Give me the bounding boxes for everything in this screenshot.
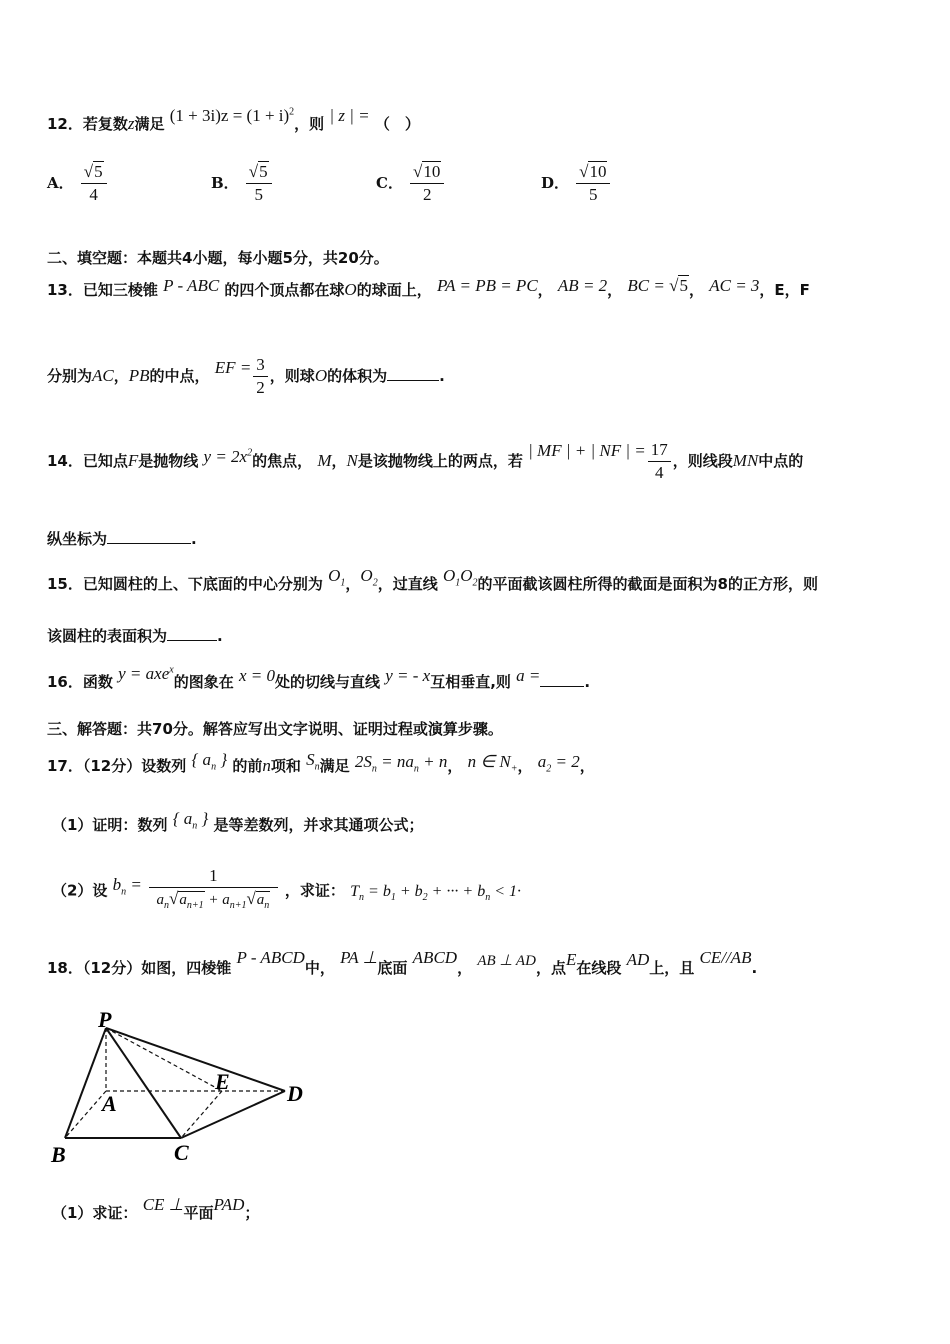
q17-comma-3: ， [579,757,595,775]
q17-den-ps: n+1 [229,900,247,911]
q14-fraction [648,440,671,483]
q13-math-4-text: BC = [627,276,670,295]
q17-den-as: n [163,900,169,911]
q17-seq-sub: n [211,761,217,773]
q15-o1o2 [442,566,478,589]
q15-text-4: 该圆柱的表面积为 [47,627,168,645]
q15-text-3: 的平面截该圆柱所得的截面是面积为8的正方形，则 [477,575,818,593]
q18-text-6: 上，且 [649,959,695,977]
q13-math-4: BC = √5 [627,276,688,295]
q17-nset [467,752,518,775]
q14-text-1: 已知点 [82,452,128,470]
q18-text-1: 如图，四棱锥 [141,959,232,977]
q14-end: . [191,530,197,548]
q13-text-6: 的中点， [149,367,210,385]
q17-a2-val: = 2 [551,752,580,771]
q16-math-2: x = 0 [238,666,275,685]
q14-text-6: 中点的 [758,452,804,470]
q17-bn-num: 1 [149,866,278,888]
edge-cd [181,1091,285,1138]
option-num: 5 [94,162,103,181]
q15-text-2: ，过直线 [377,575,438,593]
q14-text-3: 的焦点， [252,452,313,470]
q17-a2-a: a [537,752,547,771]
q17-tn-bns: n [485,891,491,903]
edge-pc [106,1028,181,1138]
q17-sn-s: S [306,750,315,769]
q17-a2 [537,752,580,775]
q13-text-3: 的球面上， [356,281,432,299]
q18-p1-math-2: PAD [213,1195,245,1214]
option-fraction: $\frac{√5}{5}$ [246,162,272,205]
edge-pd [106,1028,285,1091]
q15-o1-sub: 1 [340,577,346,589]
q16-math-4: a = [516,666,541,685]
q17-sn [306,750,320,773]
q13-math-1: P - ABC [163,276,220,295]
q14-frac-den: 4 [655,463,664,482]
q17-den-plus: + a [204,892,230,908]
q17-p1-seq-a: { a [172,809,193,828]
label-d: D [287,1081,303,1106]
q15-o4-sub: 2 [472,577,478,589]
q15-o4-letter: O [460,566,473,585]
q13-math-6: AC [92,366,114,385]
option-fraction: $\frac{√10}{5}$ [576,162,610,205]
question-15 [47,566,818,596]
q13-math-2: PA = PB = PC [436,276,538,295]
q12-eq-text: (1 + 3i)z = (1 + i) [169,106,290,125]
q13-math-7: PB [128,366,150,385]
q17-n: n [262,756,271,775]
question-14 [47,440,803,483]
question-16 [47,664,591,692]
q17-a2-sub: 2 [546,763,552,775]
q17-tn-b2: + b [395,882,423,900]
q13-text-5: 分别为 [47,367,93,385]
q15-answer-blank[interactable] [167,626,217,641]
edge-pe [106,1028,222,1091]
q16-answer-blank[interactable] [540,672,584,687]
question-15-cont [47,625,223,646]
q12-option-d[interactable] [541,162,612,205]
option-num: 5 [259,162,268,181]
q12-option-c[interactable] [376,162,446,205]
question-18 [47,948,758,978]
q12-number: 12． [47,115,83,133]
q17-seq-close: } [216,750,228,769]
q18-comma-1: ， [457,959,473,977]
q15-o1 [328,566,346,589]
q13-math-3: AB = 2 [557,276,608,295]
option-den: 5 [254,185,263,204]
q12-cond: 满足 [134,115,165,133]
q17-bn-fraction [149,866,278,916]
q17-bn-den: $a_n√a_{n+1} + a_{n+1}√a_n$ [156,889,270,911]
q13-math-5: AC = 3 [709,276,760,295]
q15-o3-letter: O [442,566,456,585]
label-p: P [98,1007,112,1032]
q17-comma-2: ， [517,757,533,775]
q15-o2 [360,566,378,589]
q14-math-2-text: y = 2x [203,447,248,466]
q13-text-7: ，则球 [269,367,315,385]
q17-seq-a: { a [191,750,212,769]
q17-den-r2: a [256,892,265,908]
q12-then: ，则 [294,115,325,133]
q17-bn-eq: = [126,874,142,894]
edge-pb [65,1028,106,1138]
q13-fraction [253,355,268,398]
option-label: C． [376,174,403,192]
q17-tn-t: T [350,882,360,900]
q18-end: . [751,959,758,977]
edge-ce [181,1091,222,1138]
q17-tn-b2s: 2 [422,891,428,903]
q17-eq-a: 2S [354,752,372,771]
q17-comma-1: ， [447,757,463,775]
q18-math-3: ABCD [412,948,458,967]
q12-lead: 若复数 [82,115,128,133]
q17-score: （12分） [82,757,142,775]
q16-text-4: 互相垂直,则 [430,673,511,691]
question-14-cont [47,528,197,549]
option-num: 10 [423,162,441,181]
q13-comma-3: ， [688,281,704,299]
label-b: B [51,1142,66,1167]
q15-end: . [217,627,223,645]
q17-bn [112,874,142,897]
q18-part-1 [52,1195,260,1223]
q17-nset-text: n ∈ N [467,752,511,771]
q13-math-4-rad: 5 [679,276,688,295]
q18-p1-text: （1）求证： [52,1204,138,1222]
q18-text-4: ，点 [535,959,566,977]
q18-math-6: AD [626,950,650,969]
q13-frac-den: 2 [256,378,265,397]
q17-sn-sub: n [314,761,320,773]
q13-answer-blank[interactable] [387,366,439,381]
q17-text-1: 设数列 [141,757,187,775]
q18-p1-math: CE ⊥ [142,1195,184,1214]
q14-text-5: ，则线段 [672,452,733,470]
q16-end: . [584,673,591,691]
q17-den-r1s: n+1 [186,900,204,911]
q17-eq-bs: n [413,763,419,775]
pyramid-figure [44,1005,324,1175]
section-2-heading: 二、填空题：本题共4小题，每小题5分，共20分。 [47,249,389,267]
q17-p1-seq [172,809,209,832]
option-label: A． [47,174,74,192]
q15-text-1: 已知圆柱的上、下底面的中心分别为 [82,575,323,593]
q12-option-b[interactable] [211,162,274,205]
q13-text-1: 已知三棱锥 [82,281,158,299]
q17-p1-seq-sub: n [192,820,198,832]
option-num: 10 [589,162,607,181]
q17-eq-as: n [371,763,377,775]
q14-math-1: F [127,451,139,470]
q18-text-3: 底面 [377,959,408,977]
q13-text-2: 的四个顶点都在球 [224,281,345,299]
section-3-heading: 三、解答题：共70分。解答应写出文字说明、证明过程或演算步骤。 [47,720,503,738]
q17-text-3: 项和 [270,757,301,775]
q15-o2-letter: O [360,566,373,585]
q16-math-1-exp: x [169,664,174,676]
q17-den-a: a [156,892,164,908]
q18-math-7: CE//AB [699,948,752,967]
q17-part-2 [52,866,521,916]
q13-comma-4: ， [113,367,129,385]
q13-text-4: ，E，F [759,281,810,299]
label-c: C [174,1140,189,1165]
q17-text-4: 满足 [319,757,350,775]
q14-math-2-exp: 2 [247,447,253,459]
q16-text-3: 处的切线与直线 [274,673,380,691]
q14-math-5: | MF | + | NF | = [528,441,646,460]
q17-eq-c: + n [418,752,448,771]
q17-p1-text: （1）证明：数列 [52,816,168,834]
label-e: E [215,1069,230,1094]
q12-paren: （ ） [374,115,420,133]
q16-text-2: 的图象在 [173,673,234,691]
q17-eq-b: = na [376,752,414,771]
q17-den-r1: a [179,892,187,908]
q13-math-8: EF = [214,358,252,377]
q18-text-2: 中， [304,959,335,977]
q14-text-4: 是该抛物线上的两点，若 [357,452,523,470]
q16-math-1-text: y = axe [118,664,170,683]
q15-o3-sub: 1 [455,577,461,589]
q15-number: 15． [47,575,83,593]
q17-tn-bn: + ··· + b [427,882,486,900]
q17-part-1 [52,809,424,837]
q13-text-8: 的体积为 [327,367,388,385]
q17-nset-sub: + [510,763,518,775]
q14-math-2 [204,447,253,466]
q14-math-6: MN [732,451,759,470]
q18-p1-end: ； [244,1204,260,1222]
q17-den-r2s: n [264,900,270,911]
q14-answer-blank[interactable] [107,529,191,544]
option-den: 4 [89,185,98,204]
q17-text-2: 的前 [232,757,263,775]
question-12 [47,106,420,134]
option-label: D． [541,174,570,192]
q18-p1-text-2: 平面 [183,1204,214,1222]
q14-frac-num: 17 [648,440,671,462]
q15-comma-1: ， [345,575,361,593]
q17-bn-sub: n [121,885,127,897]
q15-o2-sub: 2 [372,577,378,589]
q16-math-1 [118,664,174,683]
q17-p1-text-2: 是等差数列，并求其通项公式； [213,816,424,834]
option-den: 2 [422,185,432,204]
q12-option-a[interactable] [47,162,109,205]
question-13 [47,276,810,300]
option-label: B． [211,174,239,192]
q14-text-2: 是抛物线 [138,452,199,470]
q17-p2-text: （2）设 [52,881,108,900]
q12-equation [170,106,294,125]
q18-number: 18． [47,959,83,977]
q18-math-4: AB ⊥ AD [477,953,536,969]
q12-var: z [127,114,135,133]
q18-score: （12分） [82,959,142,977]
edge-ab [65,1091,106,1138]
question-13-cont [47,355,445,398]
question-17 [47,750,595,778]
q17-tn-b1: = b [364,882,391,900]
q18-text-5: 在线段 [576,959,622,977]
q16-math-3: y = - x [385,666,431,685]
q17-tn-end: < 1· [490,882,522,900]
q17-p2-text-2: ，求证： [284,881,345,900]
q13-comma-1: ， [537,281,553,299]
option-fraction: $\frac{√5}{4}$ [81,162,107,205]
q15-o1-letter: O [328,566,341,585]
option-den: 5 [589,185,598,204]
q14-number: 14． [47,452,83,470]
label-a: A [102,1091,117,1116]
q16-text-1: 函数 [82,673,113,691]
q17-tn-sub: n [359,891,365,903]
q17-p1-seq-close: } [197,809,209,828]
q12-eq-exp: 2 [289,106,295,118]
q12-abs: | z | = [329,106,370,125]
q14-text-7: 纵坐标为 [47,530,108,548]
q17-tn-b1s: 1 [390,891,396,903]
q17-tn [350,882,522,903]
q13-end: . [439,367,445,385]
q14-comma-1: ， [331,452,347,470]
q13-number: 13． [47,281,83,299]
q18-math-5: E [565,950,577,969]
q14-math-3: M [317,451,332,470]
q16-number: 16． [47,673,83,691]
q18-math-2: PA ⊥ [340,948,378,967]
option-fraction: $\frac{√10}{2}$ [410,162,444,205]
q13-frac-num: 3 [253,355,268,377]
q13-sphere-o: O [344,280,357,299]
q13-sphere-o-2: O [314,366,328,385]
q18-math-1: P - ABCD [236,948,305,967]
q17-seq [191,750,228,773]
q17-number: 17． [47,757,83,775]
q17-bn-b: b [112,874,122,894]
q17-eq [354,752,448,775]
q14-math-4: N [346,451,358,470]
q13-comma-2: ， [607,281,623,299]
